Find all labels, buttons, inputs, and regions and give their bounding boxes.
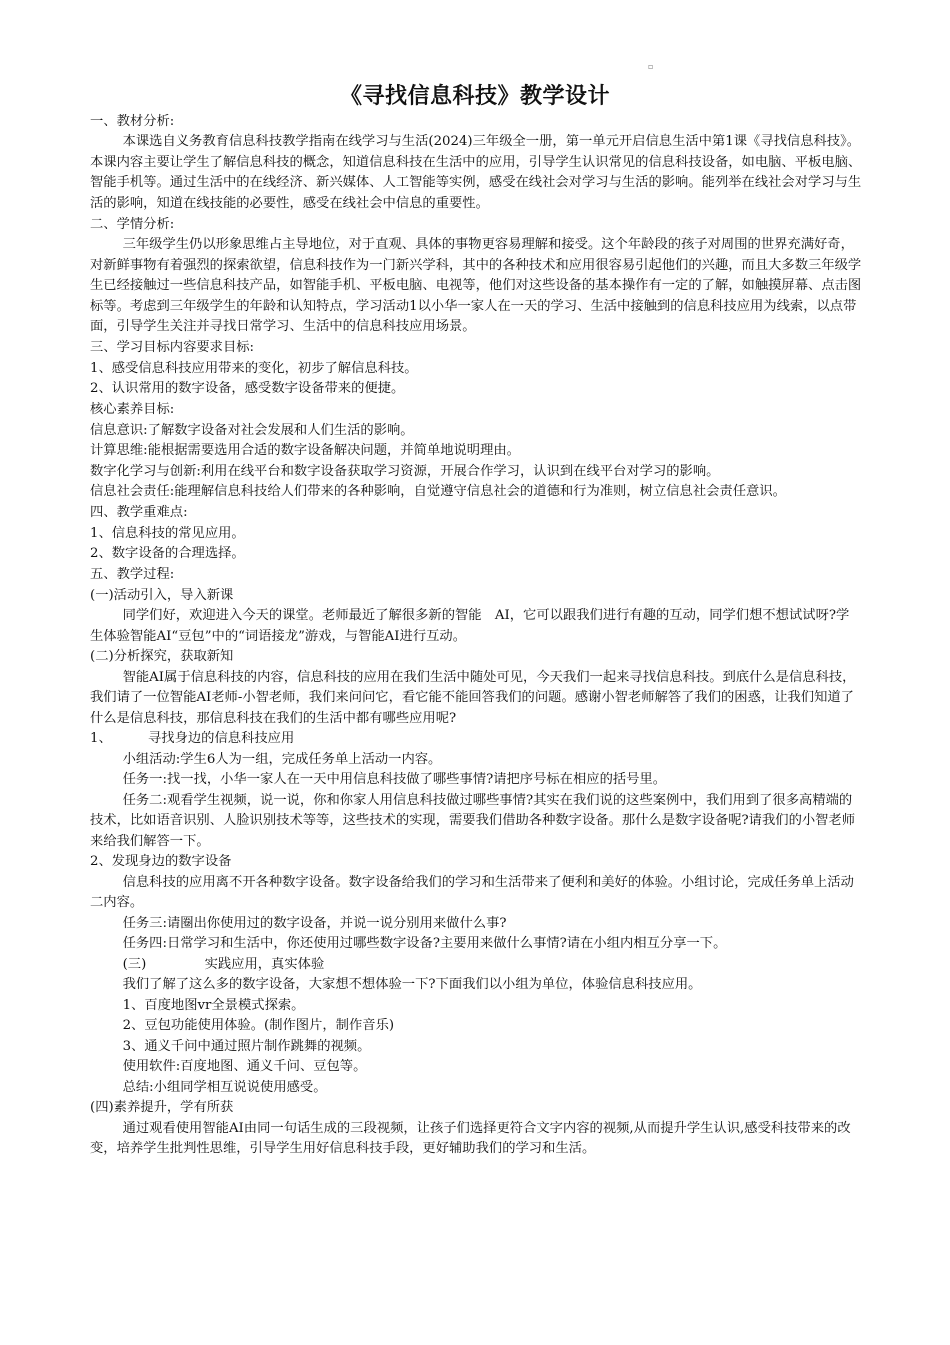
sub-heading: (一)活动引入，导入新课 [90,587,234,603]
section-heading: 四、教学重难点: [90,505,188,520]
paragraph: 使用软件:百度地图、通义千问、豆包等。 [122,1059,367,1074]
page-title: 《寻找信息科技》教学设计 [339,84,610,109]
list-item: 2、认识常用的数字设备，感受数字设备带来的便捷。 [90,381,405,396]
sub-heading [90,955,862,976]
section-heading: 五、教学过程: [90,567,175,582]
paragraph: 本课选自义务教育信息科技教学指南在线学习与生活(2024)三年级全一册，第一单元开启信息生活中第1课《寻找信息科技》。本课内容主要让学生了解信息科技的概念，知道信息科技在生活中的应用，引导学生认识常见的信息科技设备，如电脑、平板电脑、智能手机等。通过生活中的在线经济、新兴媒体、人工智能等实例，感受在线社会对学习与生活的影响。能列举在线社会对学习与生活的影响，知道在线技能的必要性，感受在线社会中信息的重要性。 [90,134,862,211]
paragraph: 小组活动:学生6人为一组，完成任务单上活动一内容。 [122,751,442,767]
paragraph: 任务三:请圈出你使用过的数字设备，并说一说分别用来做什么事? [122,915,507,931]
paragraph: 三年级学生仍以形象思维占主导地位，对于直观、具体的事物更容易理解和接受。这个年龄段的孩子对周围的世界充满好奇，对新鲜事物有着强烈的探索欲望，信息科技作为一门新兴学科，其中的各种技术和应用很容易引起他们的兴趣，而且大多数三年级学生已经接触过一些信息科技产品，如智能手机、平板电脑、电视等，他们对这些设备的基本操作有一定的了解，如触摸屏幕、点击图标等。考虑到三年级学生的年龄和认知特点，学习活动1以小华一家人在一天的学习、生活中接触到的信息科技应用为线索，以点带面，引导学生关注并寻找日常学习、生活中的信息科技应用场景。 [90,237,862,334]
paragraph: 同学们好，欢迎进入今天的课堂。老师最近了解很多新的智能 AI，它可以跟我们进行有趣的互动，同学们想不想试试呀?学生体验智能AI“豆包”中的“词语接龙”游戏，与智能AI进行互动。 [90,608,850,644]
list-item: 1、感受信息科技应用带来的变化，初步了解信息科技。 [90,360,418,376]
paragraph: 任务一:找一找，小华一家人在一天中用信息科技做了哪些事情?请把序号标在相应的括号里。 [122,772,667,787]
list-text: 实践应用，真实体验 [204,956,325,972]
list-item: 1、信息科技的常见应用。 [90,525,245,541]
paragraph: 任务二:观看学生视频，说一说，你和你家人用信息科技做过哪些事情?其实在我们说的这些案例中，我们用到了很多高精端的技术，比如语音识别、人脸识别技术等等，这些技术的实现，需要我们借助各种数字设备。那什么是数字设备呢?请我们的小智老师来给我们解答一下。 [90,792,856,849]
list-number: (三) [122,956,147,972]
list-item: 1、百度地图vr全景模式探索。 [122,997,305,1013]
page-mark: ▫ [648,62,654,71]
list-item [90,729,862,750]
list-item: 2、数字设备的合理选择。 [90,546,245,561]
sub-heading: (二)分析探究，获取新知 [90,649,234,664]
list-number: 1、 [90,731,112,746]
list-item: 信息意识:了解数字设备对社会发展和人们生活的影响。 [90,422,414,438]
list-item: 信息社会责任:能理解信息科技给人们带来的各种影响，自觉遵守信息社会的道德和行为准则，树立信息社会责任意识。 [90,484,786,499]
paragraph: 信息科技的应用离不开各种数字设备。数字设备给我们的学习和生活带来了便利和美好的体验。小组讨论，完成任务单上活动二内容。 [90,874,854,910]
list-item: 数字化学习与创新:利用在线平台和数字设备获取学习资源，开展合作学习，认识到在线平台对学习的影响。 [90,463,720,479]
list-item: 2、豆包功能使用体验。(制作图片，制作音乐) [122,1018,395,1033]
paragraph: 智能AI属于信息科技的内容，信息科技的应用在我们生活中随处可见，今天我们一起来寻找信息科技。到底什么是信息科技，我们请了一位智能AI老师-小智老师，我们来问问它，看它能不能回答我们的问题。感谢小智老师解答了我们的困惑，让我们知道了什么是信息科技，那信息科技在我们的生活中都有哪些应用呢? [90,669,856,726]
section-heading: 三、学习目标内容要求目标: [90,340,255,355]
list-text: 寻找身边的信息科技应用 [148,731,295,746]
section-heading: 二、学情分析: [90,216,175,232]
list-item: 计算思维:能根据需要选用合适的数字设备解决问题，并简单地说明理由。 [90,443,520,458]
paragraph: 总结:小组同学相互说说使用感受。 [122,1079,327,1095]
paragraph: 我们了解了这么多的数字设备，大家想不想体验一下?下面我们以小组为单位，体验信息科技应用。 [122,977,702,992]
sub-heading: (四)素养提升，学有所获 [90,1100,234,1115]
list-item: 3、通义千问中通过照片制作跳舞的视频。 [122,1038,371,1054]
paragraph: 通过观看使用智能AI由同一句话生成的三段视频，让孩子们选择更符合文字内容的视频,从而提升学生认识,感受科技带来的改变，培养学生批判性思维，引导学生用好信息科技手段，更好辅助我们的学习和生活。 [90,1120,851,1156]
paragraph: 任务四:日常学习和生活中，你还使用过哪些数字设备?主要用来做什么事情?请在小组内相互分享一下。 [122,936,727,951]
document-body [90,111,862,1160]
section-heading: 一、教材分析: [90,113,175,129]
list-item: 2、发现身边的数字设备 [90,854,232,869]
sub-heading: 核心素养目标: [90,402,175,417]
